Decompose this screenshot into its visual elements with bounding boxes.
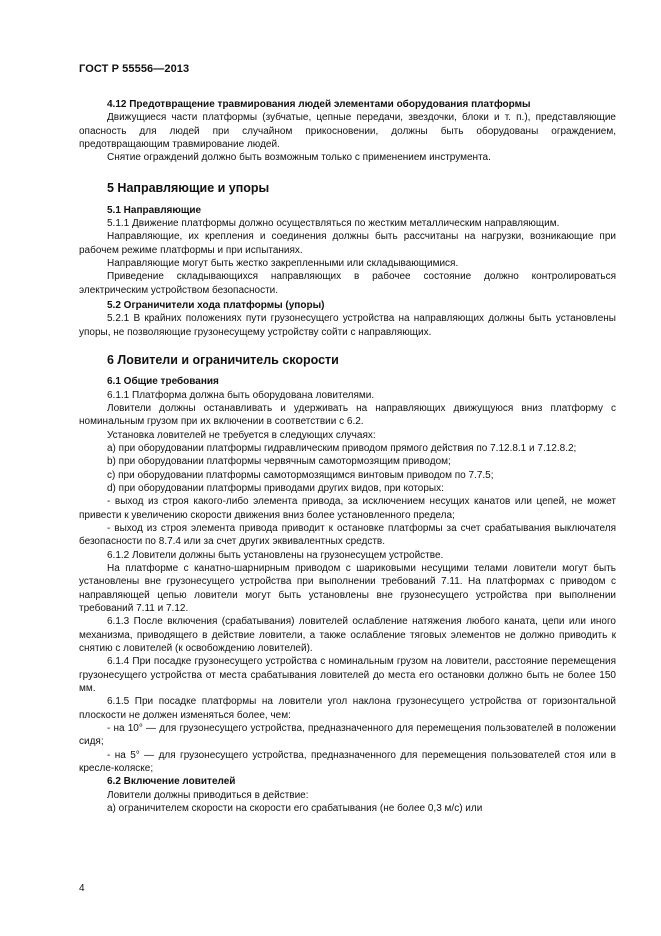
paragraph: 6.1.2 Ловители должны быть установлены на грузонесущем устройстве. <box>107 549 444 561</box>
paragraph: Приведение складывающихся направляющих в рабочее состояние должно контролироваться электрическим устройством безопасности. <box>79 271 616 296</box>
paragraph: Движущиеся части платформы (зубчатые, цепные передачи, звездочки, блоки и т. п.), представляющие опасность для людей при случайном прикосновении, должны быть оборудованы ограждением, предотвращающим травмирование людей. <box>79 112 616 151</box>
subsection-heading: 6.1 Общие требования <box>107 376 219 388</box>
section-heading: 6 Ловители и ограничитель скорости <box>107 353 339 368</box>
paragraph: 6.1.4 При посадке грузонесущего устройства с номинальным грузом на ловители, расстояние перемещения грузонесущего устройства от места срабатывания ловителей до места его остановки должно быть не более 150 мм. <box>79 656 616 695</box>
paragraph: 6.1.1 Платформа должна быть оборудована ловителями. <box>107 389 375 401</box>
paragraph: Снятие ограждений должно быть возможным только с применением инструмента. <box>107 152 491 164</box>
paragraph: - выход из строя какого-либо элемента привода, за исключением несущих канатов или цепей, не может привести к увеличению скорости движения вниз более установленного предела; <box>79 496 616 521</box>
paragraph: d) при оборудовании платформы приводами других видов, при которых: <box>107 482 444 494</box>
paragraph: 6.1.3 После включения (срабатывания) ловителей ослабление натяжения любого каната, цепи или иного механизма, приводящего в действие ловители, а также ослабление тяговых элементов не должно приводить к снятию с ловителей (к освобождению ловителей). <box>79 616 616 655</box>
subsection-heading: 6.2 Включение ловителей <box>107 776 236 788</box>
paragraph: Ловители должны приводиться в действие: <box>107 789 309 801</box>
paragraph: Направляющие могут быть жестко закрепленными или складывающимися. <box>107 258 459 270</box>
subsection-heading: 4.12 Предотвращение травмирования людей элементами оборудования платформы <box>107 99 531 110</box>
document-header: ГОСТ Р 55556—2013 <box>79 63 190 75</box>
paragraph: Ловители должны останавливать и удерживать на направляющих движущуюся вниз платформу с номинальным грузом при их включении в соответствии с 6.2. <box>79 402 616 428</box>
paragraph: а) при оборудовании платформы гидравлическим приводом прямого действия по 7.12.8.1 и 7.12.8.2; <box>107 442 577 454</box>
paragraph: Направляющие, их крепления и соединения должны быть рассчитаны на нагрузки, возникающие при рабочем режиме платформы и при испытаниях. <box>79 231 616 256</box>
paragraph: - на 5° — для грузонесущего устройства, предназначенного для перемещения пользователей стоя или в кресле-коляске; <box>79 749 616 775</box>
paragraph: 5.1.1 Движение платформы должно осуществляться по жестким металлическим направляющим. <box>107 218 560 230</box>
paragraph: На платформе с канатно-шарнирным приводом с шариковыми несущими телами ловители могут быть установлены вне грузонесущего устройства при выполнении требований 7.11. На платформах с приводом с направляющей цепью ловители могут быть установлены вне грузонесущего устройства при выполнении требований 7.11 и 7.12. <box>79 562 616 614</box>
paragraph: - выход из строя элемента привода приводит к остановке платформы за счет срабатывания выключателя безопасности по 8.7.4 или за счет других эквивалентных средств. <box>79 522 616 548</box>
paragraph: с) при оборудовании платформы самотормозящимся винтовым приводом по 7.7.5; <box>107 469 494 481</box>
paragraph: Установка ловителей не требуется в следующих случаях: <box>107 429 376 441</box>
page-number: 4 <box>79 883 85 894</box>
paragraph: а) ограничителем скорости на скорости его срабатывания (не более 0,3 м/с) или <box>107 803 483 815</box>
paragraph: - на 10° — для грузонесущего устройства, предназначенного для перемещения пользователей в положении сидя; <box>79 723 616 748</box>
paragraph: 5.2.1 В крайних положениях пути грузонесущего устройства на направляющих должны быть установлены упоры, не позволяющие грузонесущему устройству сойти с направляющих. <box>79 313 616 338</box>
paragraph: 6.1.5 При посадке платформы на ловители угол наклона грузонесущего устройства от горизонтальной плоскости не должен изменяться более, чем: <box>79 696 616 721</box>
section-heading: 5 Направляющие и упоры <box>107 180 270 195</box>
subsection-heading: 5.1 Направляющие <box>107 204 202 216</box>
subsection-heading: 5.2 Ограничители хода платформы (упоры) <box>107 300 325 312</box>
paragraph: b) при оборудовании платформы червячным самотормозящим приводом; <box>107 456 451 468</box>
document-body <box>79 98 616 816</box>
